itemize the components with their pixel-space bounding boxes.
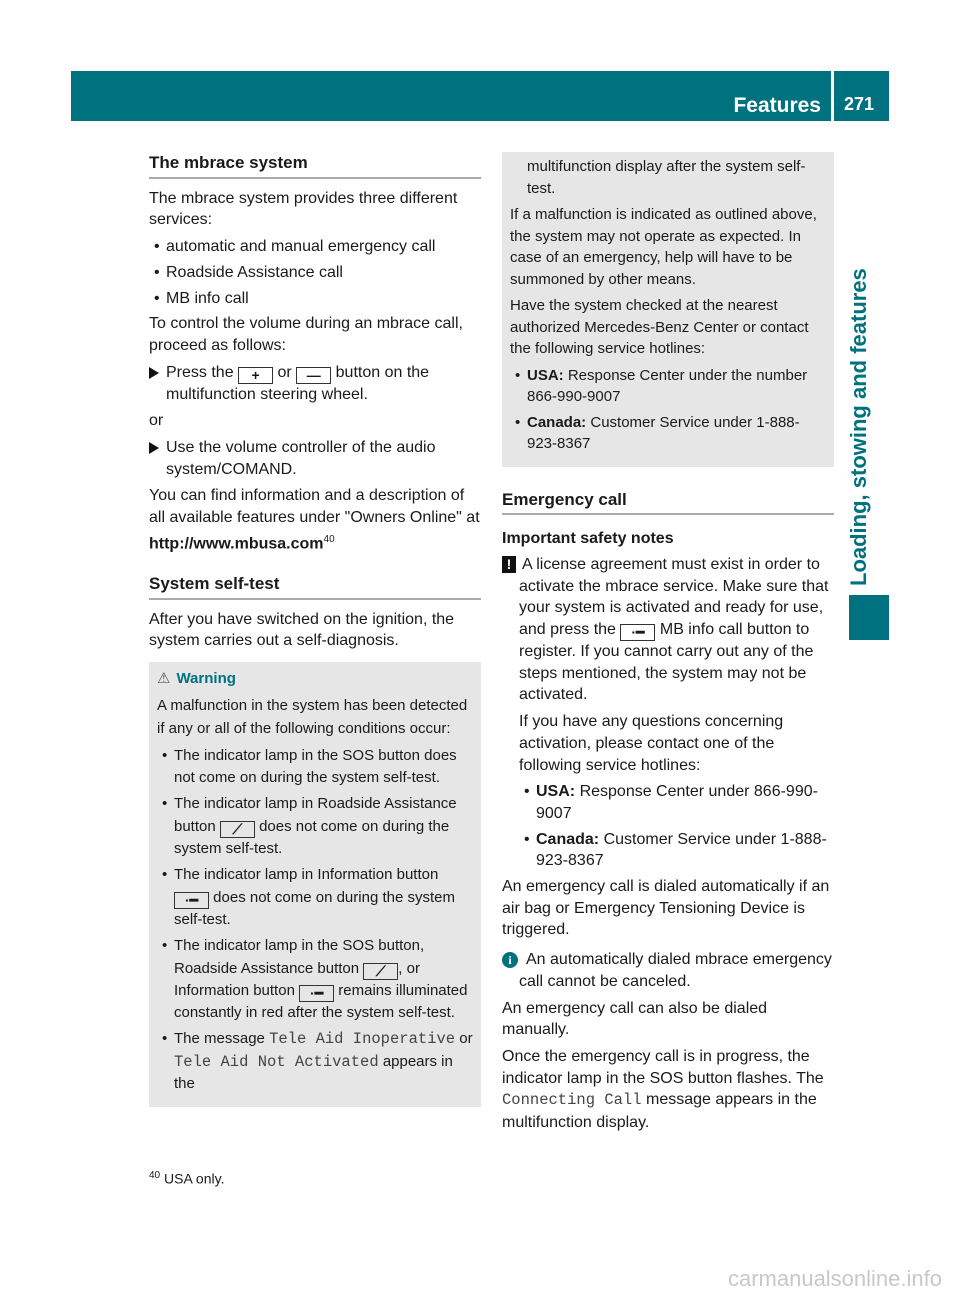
page-number-box bbox=[834, 71, 889, 121]
footnote bbox=[149, 1165, 224, 1190]
self-test-text: After you have switched on the ignition, the system carries out a self-diagnosis. bbox=[149, 610, 455, 650]
label: Canada: bbox=[527, 413, 587, 431]
step-2 bbox=[149, 437, 481, 480]
warning-item bbox=[157, 793, 473, 860]
text: or bbox=[459, 1030, 473, 1048]
intro-text: The mbrace system provides three different services: bbox=[149, 189, 458, 229]
heading-emergency-call: Emergency call bbox=[502, 489, 834, 516]
arrow-icon bbox=[149, 367, 159, 379]
warning-item bbox=[157, 1028, 473, 1095]
step-1 bbox=[149, 362, 481, 406]
info-paragraph bbox=[149, 485, 481, 554]
text: does not come on during the system self-test. bbox=[174, 817, 450, 858]
mbusa-link[interactable]: http://www.mbusa.com bbox=[149, 535, 324, 553]
service-item: • automatic and manual emergency call bbox=[149, 236, 481, 258]
section-title: Features bbox=[733, 94, 821, 118]
exclamation-icon: ! bbox=[502, 556, 516, 573]
wrench-button-icon: ⟋ bbox=[220, 821, 255, 838]
warning-item bbox=[157, 864, 473, 931]
info-button-icon: ·━ bbox=[299, 985, 334, 1002]
hotline-canada bbox=[510, 412, 826, 455]
info-icon: i bbox=[502, 952, 518, 968]
questions-text: If you have any questions concerning activation, please contact one of the following service hotlines: bbox=[519, 713, 784, 774]
auto-dial-text: An emergency call is dialed automatically if an air bag or Emergency Tensioning Device is triggered. bbox=[502, 878, 830, 939]
text: MB info call button to register. If you cannot carry out any of the steps mentioned, the system may not be activated. bbox=[519, 621, 814, 704]
step-text: Use the volume controller of the audio system/COMAND. bbox=[166, 439, 436, 478]
text: Customer Service under 1-888-923-8367 bbox=[527, 413, 800, 452]
volume-intro: To control the volume during an mbrace call, proceed as follows: bbox=[149, 315, 463, 354]
text: , or Information button bbox=[174, 959, 420, 999]
warning-box-continued bbox=[502, 152, 834, 467]
service-item: • Roadside Assistance call bbox=[149, 262, 481, 284]
arrow-icon bbox=[149, 442, 159, 454]
warning-continued: multifunction display after the system self-test. bbox=[527, 158, 806, 197]
page-number: 271 bbox=[844, 94, 875, 115]
subheading-safety: Important safety notes bbox=[502, 530, 674, 548]
text: does not come on during the system self-test. bbox=[174, 888, 455, 928]
text: remains illuminated constantly in red after the system self-test. bbox=[174, 981, 468, 1022]
minus-button-icon: — bbox=[296, 367, 331, 384]
warning-item: • The indicator lamp in the SOS button does not come on during the system self-test. bbox=[157, 745, 473, 790]
warning-intro: A malfunction in the system has been detected if any or all of the following conditions occur: bbox=[157, 697, 468, 737]
hotline-canada bbox=[519, 829, 834, 872]
display-message: Tele Aid Inoperative bbox=[269, 1030, 456, 1049]
text: A license agreement must exist in order to activate the mbrace service. Make sure that your system is activated and ready for use, and press the bbox=[519, 555, 829, 639]
text: message appears in the multifunction display. bbox=[502, 1091, 817, 1132]
text: Response Center under 866-990-9007 bbox=[536, 783, 818, 822]
text: Once the emergency call is in progress, the indicator lamp in the SOS button flashes. The bbox=[502, 1047, 824, 1087]
text: The indicator lamp in Roadside Assistance button bbox=[174, 795, 457, 835]
text: Response Center under the number 866-990-9007 bbox=[527, 366, 808, 405]
info-note bbox=[502, 949, 834, 992]
service-item: • MB info call bbox=[149, 288, 481, 310]
side-tab-marker bbox=[849, 595, 889, 640]
license-note bbox=[502, 554, 834, 706]
watermark: carmanualsonline.info bbox=[727, 1266, 942, 1291]
or-text: or bbox=[149, 412, 164, 430]
footnote-text: USA only. bbox=[164, 1170, 225, 1187]
text: The indicator lamp in Information button bbox=[174, 866, 439, 884]
warning-box bbox=[149, 662, 481, 1107]
info-text: You can find information and a description of all available features under "Owners Online" at bbox=[149, 487, 480, 527]
plus-button-icon: + bbox=[238, 367, 273, 384]
heading-mbrace: The mbrace system bbox=[149, 152, 481, 179]
warning-label: Warning bbox=[176, 669, 236, 687]
warning-item bbox=[157, 935, 473, 1024]
step-text: or bbox=[277, 363, 292, 381]
left-column bbox=[149, 152, 481, 1107]
text: The indicator lamp in the SOS button, Roadside Assistance button bbox=[174, 937, 425, 977]
label: USA: bbox=[527, 366, 564, 384]
manual-dial-text: An emergency call can also be dialed manually. bbox=[502, 999, 768, 1039]
heading-self-test: System self-test bbox=[149, 573, 481, 600]
display-message: Connecting Call bbox=[502, 1091, 642, 1110]
info-button-icon: ·━ bbox=[174, 892, 209, 909]
hotline-usa bbox=[519, 781, 834, 824]
info-button-icon: ·━ bbox=[620, 624, 655, 641]
right-column bbox=[502, 152, 834, 1139]
hotline-usa bbox=[510, 365, 826, 408]
label: Canada: bbox=[536, 830, 600, 848]
step-text: button on the multifunction steering wheel. bbox=[166, 363, 430, 403]
display-message: Tele Aid Not Activated bbox=[174, 1052, 379, 1071]
footnote-number: 40 bbox=[149, 1170, 161, 1181]
header-bar bbox=[71, 71, 831, 121]
malfunction-text: If a malfunction is indicated as outlined above, the system may not operate as expected. In case of an emergency, help will have to be summoned by other means. bbox=[510, 206, 817, 288]
warning-triangle-icon: ⚠ bbox=[157, 669, 171, 687]
text: An automatically dialed mbrace emergency call cannot be canceled. bbox=[519, 951, 832, 990]
wrench-button-icon: ⟋ bbox=[363, 963, 398, 980]
side-tab bbox=[848, 250, 888, 590]
check-text: Have the system checked at the nearest authorized Mercedes-Benz Center or contact the following service hotlines: bbox=[510, 297, 809, 357]
progress-text bbox=[502, 1046, 834, 1134]
text: The message bbox=[174, 1030, 265, 1048]
side-tab-label: Loading, stowing and features bbox=[846, 268, 871, 586]
text: Customer Service under 1-888-923-8367 bbox=[536, 830, 827, 870]
footnote-ref: 40 bbox=[323, 533, 335, 545]
step-text: Press the bbox=[166, 363, 234, 381]
text: appears in the bbox=[174, 1052, 453, 1093]
label: USA: bbox=[536, 783, 576, 801]
